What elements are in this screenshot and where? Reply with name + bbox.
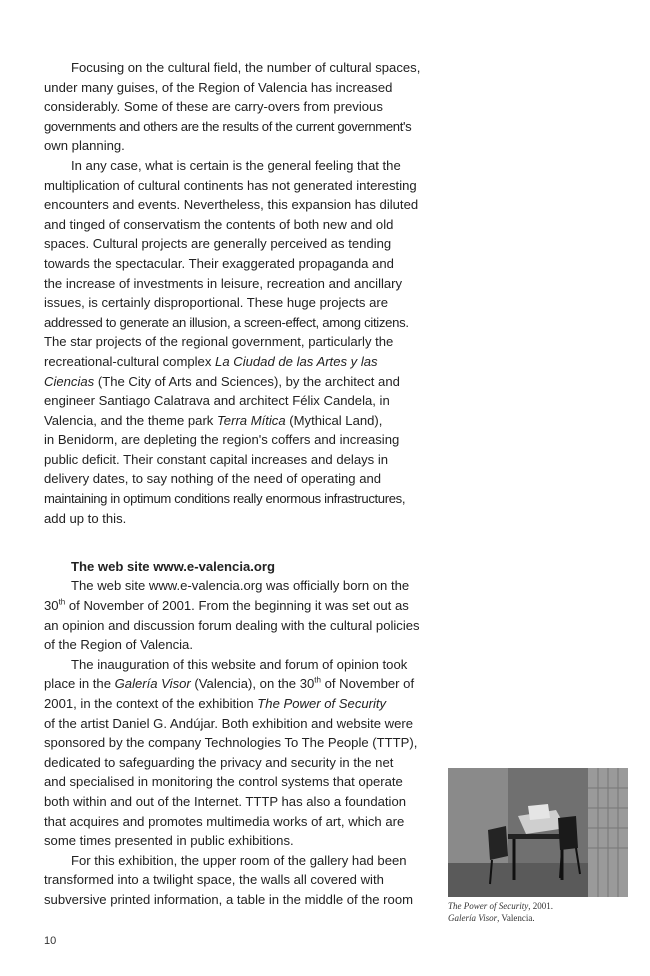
text-line: add up to this. — [44, 510, 127, 526]
text-run: 30 — [44, 598, 59, 614]
text-line: under many guises, of the Region of Valencia has increased — [44, 79, 393, 95]
text-line — [44, 674, 427, 694]
exhibition-photo — [448, 768, 628, 897]
text-line: delivery dates, to say nothing of the need of operating and — [44, 471, 382, 487]
gallery-room-image — [448, 768, 628, 897]
text-line: dedicated to safeguarding the privacy and security in the net — [44, 754, 394, 770]
text-line: public deficit. Their constant capital increases and delays in — [44, 451, 389, 467]
text-run: (Mythical Land), — [285, 412, 383, 428]
text-line: The inauguration of this website and forum of opinion took — [71, 656, 408, 672]
text-line: own planning. — [44, 138, 125, 154]
paragraph-gap — [44, 528, 427, 548]
text-line: subversive printed information, a table in the middle of the room — [44, 891, 414, 907]
caption-line — [448, 901, 628, 913]
caption-line — [448, 913, 628, 925]
text-line: some times presented in public exhibitions. — [44, 833, 294, 849]
text-line: towards the spectacular. Their exaggerated propaganda and — [44, 255, 394, 271]
text-line — [44, 372, 427, 392]
text-line: of the artist Daniel G. Andújar. Both exhibition and website were — [44, 715, 414, 731]
caption-title: The Power of Security — [448, 901, 529, 911]
caption-title: Galería Visor — [448, 912, 498, 923]
text-line: of the Region of Valencia. — [44, 637, 193, 653]
superscript: th — [314, 676, 321, 686]
italic-title: Ciencias — [44, 373, 95, 389]
text-line: that acquires and promotes multimedia works of art, which are — [44, 813, 405, 829]
text-line: transformed into a twilight space, the walls all covered with — [44, 872, 384, 888]
text-line: maintaining in optimum conditions really enormous infrastructures, — [44, 491, 406, 507]
text-line: and specialised in monitoring the control systems that operate — [44, 774, 403, 790]
text-run: place in the — [44, 676, 115, 692]
text-run: of November of 2001. From the beginning it was set out as — [65, 598, 409, 614]
section-heading: The web site www.e-valencia.org — [71, 558, 275, 574]
text-line: multiplication of cultural continents has not generated interesting — [44, 177, 417, 193]
text-line: The star projects of the regional government, particularly the — [44, 334, 394, 350]
text-line: In any case, what is certain is the general feeling that the — [71, 157, 401, 173]
text-line: and tinged of conservatism the contents of both new and old — [44, 216, 394, 232]
text-line: the increase of investments in leisure, recreation and ancillary — [44, 275, 403, 291]
text-run: (The City of Arts and Sciences), by the architect and — [94, 373, 400, 389]
text-run: Valencia, and the theme park — [44, 412, 217, 428]
text-line: governments and others are the results of the current government's — [44, 118, 412, 134]
text-line: in Benidorm, are depleting the region's coffers and increasing — [44, 432, 400, 448]
text-line: The web site www.e-valencia.org was officially born on the — [71, 578, 410, 594]
text-line: spaces. Cultural projects are generally perceived as tending — [44, 236, 392, 252]
text-run: of November of — [320, 676, 415, 692]
paragraph-gap — [44, 548, 427, 557]
italic-title: Terra Mítica — [217, 412, 286, 428]
photo-caption — [448, 901, 628, 924]
text-line — [44, 694, 427, 714]
page-number: 10 — [44, 935, 57, 947]
text-run: (Valencia), on the 30 — [190, 676, 315, 692]
text-run: recreational-cultural complex — [44, 353, 216, 369]
text-line: sponsored by the company Technologies To The People (TTTP), — [44, 735, 418, 751]
caption-text: , 2001. — [528, 901, 553, 911]
text-line: both within and out of the Internet. TTTP has also a foundation — [44, 793, 407, 809]
text-line: engineer Santiago Calatrava and architect Félix Candela, in — [44, 393, 390, 409]
superscript: th — [58, 597, 66, 607]
text-line — [44, 352, 427, 372]
body-text — [44, 58, 427, 910]
text-line: Focusing on the cultural field, the number of cultural spaces, — [71, 60, 421, 75]
text-line — [44, 596, 427, 616]
text-line: For this exhibition, the upper room of the gallery had been — [71, 852, 407, 868]
italic-title: The Power of Security — [257, 696, 387, 711]
italic-title: La Ciudad de las Artes y las — [215, 353, 378, 369]
text-line — [44, 411, 427, 431]
text-line: issues, is certainly disproportional. These huge projects are — [44, 295, 389, 311]
text-line: an opinion and discussion forum dealing with the cultural policies — [44, 617, 420, 633]
caption-text: , Valencia. — [497, 912, 535, 923]
text-line: considerably. Some of these are carry-overs from previous — [44, 99, 383, 115]
text-line: encounters and events. Nevertheless, this expansion has diluted — [44, 197, 419, 213]
text-run: 2001, in the context of the exhibition — [44, 696, 258, 711]
text-line: addressed to generate an illusion, a screen-effect, among citizens. — [44, 314, 409, 330]
italic-title: Galería Visor — [114, 676, 191, 692]
